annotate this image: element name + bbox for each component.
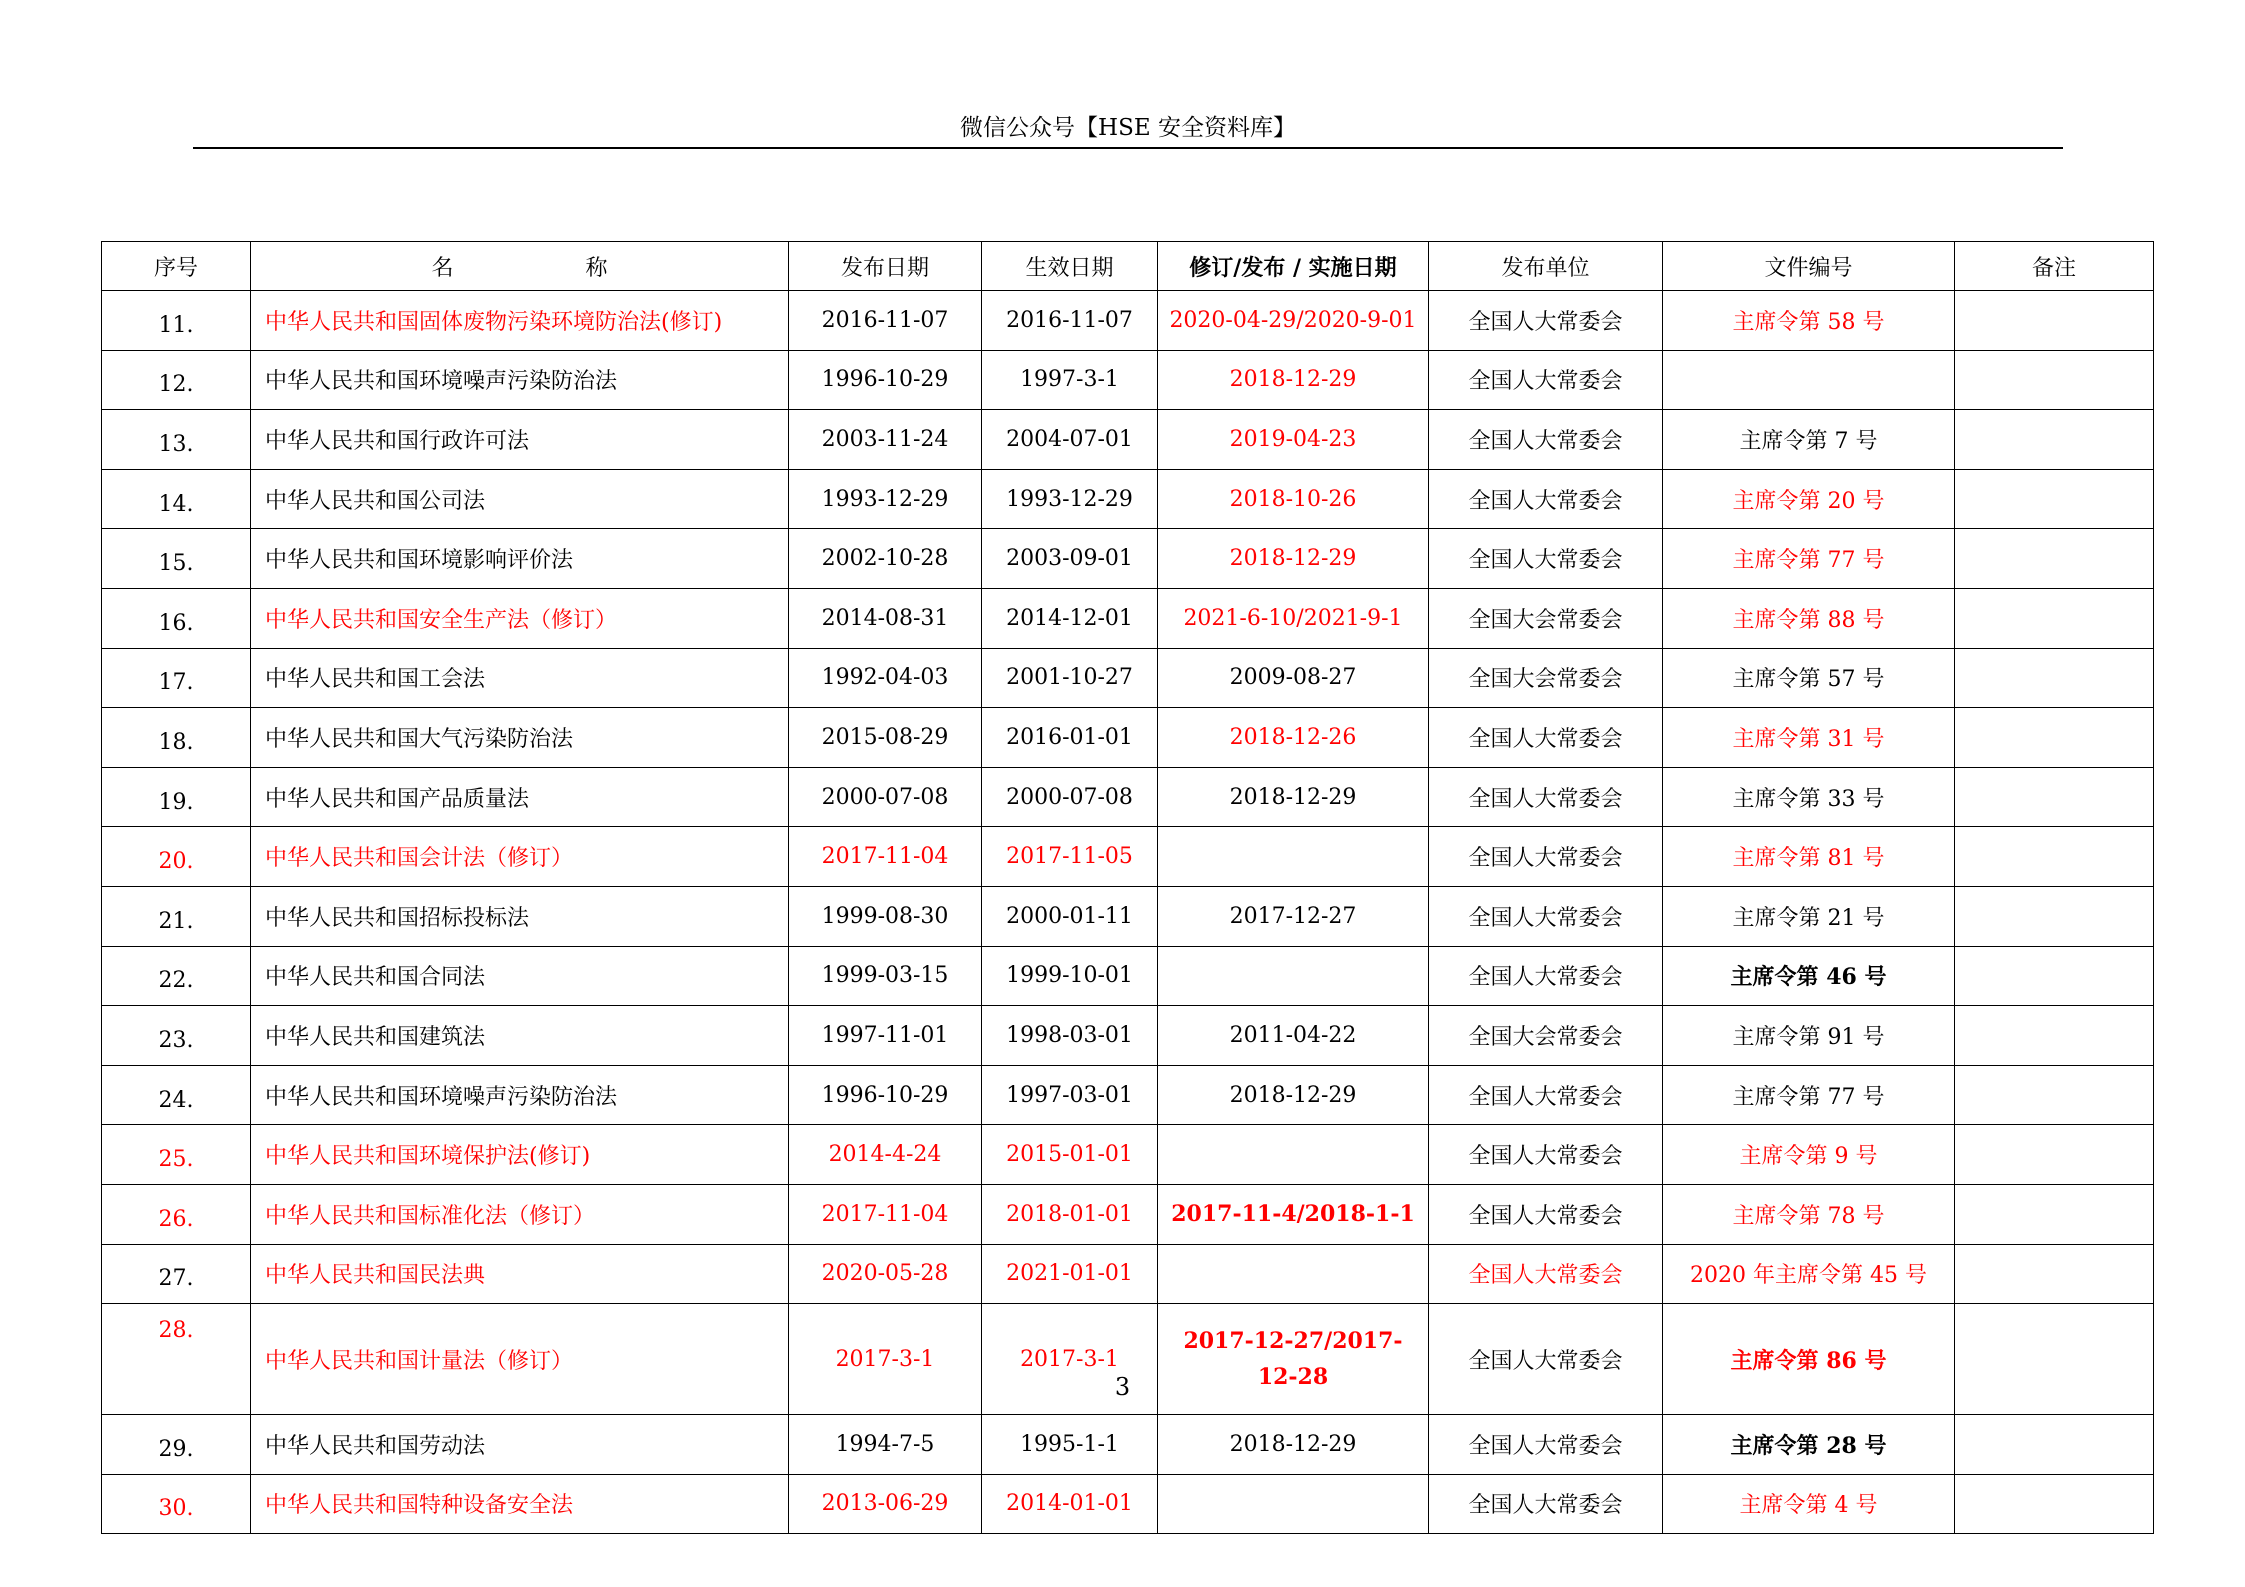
row-remarks (1955, 291, 2154, 351)
row-document-number: 主席令第 78 号 (1663, 1184, 1955, 1244)
row-law-name: 中华人民共和国建筑法 (251, 1006, 789, 1066)
table-row (102, 827, 2154, 887)
row-document-number: 主席令第 9 号 (1663, 1125, 1955, 1185)
row-effective-date: 2017-3-1 (982, 1304, 1158, 1415)
row-remarks (1955, 1065, 2154, 1125)
row-issuing-unit: 全国人大常委会 (1429, 350, 1663, 410)
row-issuing-unit: 全国大会常委会 (1429, 1006, 1663, 1066)
row-issuing-unit: 全国人大常委会 (1429, 1125, 1663, 1185)
row-issuing-unit: 全国人大常委会 (1429, 1244, 1663, 1304)
row-document-number: 主席令第 7 号 (1663, 410, 1955, 470)
row-document-number (1663, 350, 1955, 410)
table-row (102, 1184, 2154, 1244)
row-law-name: 中华人民共和国计量法（修订） (251, 1304, 789, 1415)
row-effective-date: 2014-01-01 (982, 1474, 1158, 1534)
row-remarks (1955, 1244, 2154, 1304)
row-effective-date: 1998-03-01 (982, 1006, 1158, 1066)
row-publish-date: 2017-3-1 (789, 1304, 982, 1415)
table-row (102, 886, 2154, 946)
table-row (102, 708, 2154, 768)
row-law-name: 中华人民共和国会计法（修订） (251, 827, 789, 887)
col-header-effective-date: 生效日期 (982, 242, 1158, 291)
row-issuing-unit: 全国人大常委会 (1429, 827, 1663, 887)
table-row (102, 767, 2154, 827)
row-no: 11. (102, 291, 251, 351)
row-law-name: 中华人民共和国工会法 (251, 648, 789, 708)
row-no: 30. (102, 1474, 251, 1534)
row-remarks (1955, 946, 2154, 1006)
row-document-number: 主席令第 81 号 (1663, 827, 1955, 887)
row-effective-date: 1997-03-01 (982, 1065, 1158, 1125)
col-header-publish-date: 发布日期 (789, 242, 982, 291)
row-effective-date: 2000-01-11 (982, 886, 1158, 946)
row-no: 24. (102, 1065, 251, 1125)
row-effective-date: 1997-3-1 (982, 350, 1158, 410)
row-remarks (1955, 469, 2154, 529)
row-issuing-unit: 全国大会常委会 (1429, 588, 1663, 648)
row-document-number: 主席令第 77 号 (1663, 529, 1955, 589)
row-issuing-unit: 全国大会常委会 (1429, 648, 1663, 708)
table-row (102, 1415, 2154, 1475)
row-remarks (1955, 1474, 2154, 1534)
row-no: 12. (102, 350, 251, 410)
row-document-number: 主席令第 4 号 (1663, 1474, 1955, 1534)
row-remarks (1955, 1415, 2154, 1475)
row-remarks (1955, 1006, 2154, 1066)
row-publish-date: 1997-11-01 (789, 1006, 982, 1066)
row-law-name: 中华人民共和国特种设备安全法 (251, 1474, 789, 1534)
row-no: 22. (102, 946, 251, 1006)
row-effective-date: 2016-01-01 (982, 708, 1158, 768)
row-law-name: 中华人民共和国固体废物污染环境防治法(修订) (251, 291, 789, 351)
row-revision-date: 2011-04-22 (1158, 1006, 1429, 1066)
row-no: 16. (102, 588, 251, 648)
row-publish-date: 2014-08-31 (789, 588, 982, 648)
page-number: 3 (1114, 1373, 1131, 1401)
row-revision-date: 2018-12-29 (1158, 1415, 1429, 1475)
row-publish-date: 1996-10-29 (789, 1065, 982, 1125)
row-publish-date: 1994-7-5 (789, 1415, 982, 1475)
row-publish-date: 2003-11-24 (789, 410, 982, 470)
row-issuing-unit: 全国人大常委会 (1429, 1415, 1663, 1475)
table-row (102, 1006, 2154, 1066)
row-issuing-unit: 全国人大常委会 (1429, 1304, 1663, 1415)
row-no: 29. (102, 1415, 251, 1475)
row-publish-date: 2015-08-29 (789, 708, 982, 768)
row-document-number: 主席令第 33 号 (1663, 767, 1955, 827)
row-remarks (1955, 827, 2154, 887)
row-revision-date: 2018-12-29 (1158, 529, 1429, 589)
row-issuing-unit: 全国人大常委会 (1429, 767, 1663, 827)
row-publish-date: 1992-04-03 (789, 648, 982, 708)
row-revision-date: 2018-12-26 (1158, 708, 1429, 768)
row-no: 13. (102, 410, 251, 470)
row-no: 15. (102, 529, 251, 589)
table-row (102, 291, 2154, 351)
row-law-name: 中华人民共和国产品质量法 (251, 767, 789, 827)
row-no: 25. (102, 1125, 251, 1185)
row-publish-date: 2017-11-04 (789, 1184, 982, 1244)
row-remarks (1955, 350, 2154, 410)
row-issuing-unit: 全国人大常委会 (1429, 886, 1663, 946)
header-divider (193, 147, 2063, 149)
row-effective-date: 2001-10-27 (982, 648, 1158, 708)
row-document-number: 主席令第 21 号 (1663, 886, 1955, 946)
row-effective-date: 2017-11-05 (982, 827, 1158, 887)
row-revision-date (1158, 827, 1429, 887)
row-effective-date: 2000-07-08 (982, 767, 1158, 827)
row-publish-date: 2014-4-24 (789, 1125, 982, 1185)
row-no: 17. (102, 648, 251, 708)
row-publish-date: 1993-12-29 (789, 469, 982, 529)
row-law-name: 中华人民共和国环境保护法(修订) (251, 1125, 789, 1185)
row-revision-date (1158, 1244, 1429, 1304)
row-effective-date: 2003-09-01 (982, 529, 1158, 589)
table-row (102, 1474, 2154, 1534)
table-row (102, 1065, 2154, 1125)
row-publish-date: 2020-05-28 (789, 1244, 982, 1304)
row-publish-date: 2017-11-04 (789, 827, 982, 887)
row-no: 14. (102, 469, 251, 529)
row-revision-date: 2020-04-29/2020-9-01 (1158, 291, 1429, 351)
col-header-document-number: 文件编号 (1663, 242, 1955, 291)
row-document-number: 主席令第 20 号 (1663, 469, 1955, 529)
row-no: 19. (102, 767, 251, 827)
row-law-name: 中华人民共和国民法典 (251, 1244, 789, 1304)
row-revision-date: 2018-12-29 (1158, 767, 1429, 827)
row-revision-date: 2009-08-27 (1158, 648, 1429, 708)
row-remarks (1955, 529, 2154, 589)
table-row (102, 648, 2154, 708)
row-law-name: 中华人民共和国环境噪声污染防治法 (251, 350, 789, 410)
row-revision-date: 2018-12-29 (1158, 1065, 1429, 1125)
row-revision-date: 2018-12-29 (1158, 350, 1429, 410)
row-law-name: 中华人民共和国合同法 (251, 946, 789, 1006)
row-document-number: 主席令第 86 号 (1663, 1304, 1955, 1415)
row-effective-date: 2015-01-01 (982, 1125, 1158, 1185)
row-effective-date: 2018-01-01 (982, 1184, 1158, 1244)
row-document-number: 主席令第 31 号 (1663, 708, 1955, 768)
row-revision-date: 2017-12-27/2017-12-28 (1158, 1304, 1429, 1415)
row-revision-date: 2019-04-23 (1158, 410, 1429, 470)
row-law-name: 中华人民共和国安全生产法（修订） (251, 588, 789, 648)
table-row (102, 588, 2154, 648)
row-law-name: 中华人民共和国招标投标法 (251, 886, 789, 946)
row-publish-date: 2013-06-29 (789, 1474, 982, 1534)
row-no: 28. (102, 1304, 251, 1415)
row-law-name: 中华人民共和国行政许可法 (251, 410, 789, 470)
row-no: 26. (102, 1184, 251, 1244)
row-publish-date: 2000-07-08 (789, 767, 982, 827)
row-no: 27. (102, 1244, 251, 1304)
row-effective-date: 2014-12-01 (982, 588, 1158, 648)
col-header-remarks: 备注 (1955, 242, 2154, 291)
col-header-no: 序号 (102, 242, 251, 291)
row-document-number: 主席令第 28 号 (1663, 1415, 1955, 1475)
table-row (102, 410, 2154, 470)
row-document-number: 主席令第 46 号 (1663, 946, 1955, 1006)
row-revision-date: 2018-10-26 (1158, 469, 1429, 529)
table-row (102, 350, 2154, 410)
row-document-number: 2020 年主席令第 45 号 (1663, 1244, 1955, 1304)
row-issuing-unit: 全国人大常委会 (1429, 291, 1663, 351)
row-no: 18. (102, 708, 251, 768)
row-effective-date: 2004-07-01 (982, 410, 1158, 470)
row-remarks (1955, 588, 2154, 648)
col-header-name: 名 称 (251, 242, 789, 291)
row-publish-date: 2016-11-07 (789, 291, 982, 351)
table-row (102, 469, 2154, 529)
row-publish-date: 2002-10-28 (789, 529, 982, 589)
row-issuing-unit: 全国人大常委会 (1429, 1474, 1663, 1534)
row-revision-date (1158, 1125, 1429, 1185)
row-document-number: 主席令第 58 号 (1663, 291, 1955, 351)
row-effective-date: 1993-12-29 (982, 469, 1158, 529)
row-effective-date: 1995-1-1 (982, 1415, 1158, 1475)
row-issuing-unit: 全国人大常委会 (1429, 708, 1663, 768)
row-issuing-unit: 全国人大常委会 (1429, 529, 1663, 589)
row-effective-date: 2016-11-07 (982, 291, 1158, 351)
row-remarks (1955, 708, 2154, 768)
row-remarks (1955, 767, 2154, 827)
row-publish-date: 1999-08-30 (789, 886, 982, 946)
row-issuing-unit: 全国人大常委会 (1429, 410, 1663, 470)
row-issuing-unit: 全国人大常委会 (1429, 946, 1663, 1006)
row-law-name: 中华人民共和国公司法 (251, 469, 789, 529)
row-law-name: 中华人民共和国环境影响评价法 (251, 529, 789, 589)
row-remarks (1955, 1184, 2154, 1244)
table-row (102, 1244, 2154, 1304)
row-publish-date: 1999-03-15 (789, 946, 982, 1006)
row-issuing-unit: 全国人大常委会 (1429, 1184, 1663, 1244)
row-no: 23. (102, 1006, 251, 1066)
row-document-number: 主席令第 91 号 (1663, 1006, 1955, 1066)
row-remarks (1955, 1125, 2154, 1185)
row-law-name: 中华人民共和国环境噪声污染防治法 (251, 1065, 789, 1125)
row-no: 21. (102, 886, 251, 946)
table-header-row (102, 242, 2154, 291)
row-revision-date: 2017-11-4/2018-1-1 (1158, 1184, 1429, 1244)
row-revision-date: 2021-6-10/2021-9-1 (1158, 588, 1429, 648)
row-remarks (1955, 410, 2154, 470)
row-effective-date: 2021-01-01 (982, 1244, 1158, 1304)
row-effective-date: 1999-10-01 (982, 946, 1158, 1006)
row-revision-date (1158, 946, 1429, 1006)
row-issuing-unit: 全国人大常委会 (1429, 469, 1663, 529)
row-publish-date: 1996-10-29 (789, 350, 982, 410)
page-header: 微信公众号【HSE 安全资料库】 (960, 115, 1296, 141)
row-no: 20. (102, 827, 251, 887)
col-header-revision-date: 修订/发布 / 实施日期 (1158, 242, 1429, 291)
row-issuing-unit: 全国人大常委会 (1429, 1065, 1663, 1125)
row-law-name: 中华人民共和国大气污染防治法 (251, 708, 789, 768)
row-document-number: 主席令第 77 号 (1663, 1065, 1955, 1125)
row-law-name: 中华人民共和国劳动法 (251, 1415, 789, 1475)
row-document-number: 主席令第 57 号 (1663, 648, 1955, 708)
table-row (102, 529, 2154, 589)
table-row (102, 1125, 2154, 1185)
row-revision-date: 2017-12-27 (1158, 886, 1429, 946)
row-law-name: 中华人民共和国标准化法（修订） (251, 1184, 789, 1244)
row-revision-date (1158, 1474, 1429, 1534)
col-header-issuing-unit: 发布单位 (1429, 242, 1663, 291)
row-remarks (1955, 648, 2154, 708)
table-row (102, 946, 2154, 1006)
row-document-number: 主席令第 88 号 (1663, 588, 1955, 648)
row-remarks (1955, 886, 2154, 946)
laws-table (101, 241, 2154, 1534)
